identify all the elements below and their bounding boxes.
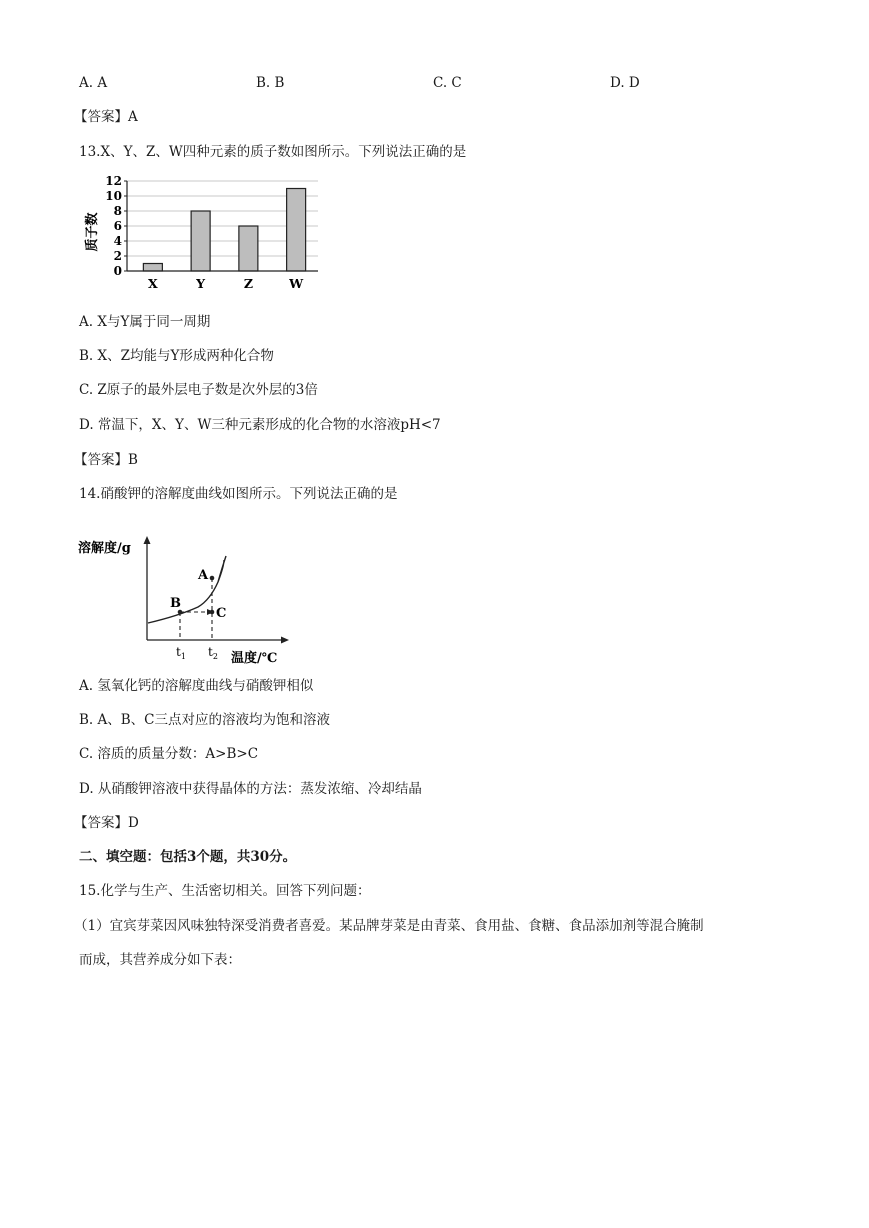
q13-stem: 13.X、Y、Z、W四种元素的质子数如图所示。下列说法正确的是 xyxy=(79,144,467,160)
chart-ylabel: 质子数 xyxy=(85,212,100,252)
bar-z xyxy=(239,226,258,271)
y-tick-label: 2 xyxy=(113,249,122,263)
tick-t2: $t_2$ xyxy=(208,645,218,661)
q15-stem: 15.化学与生产、生活密切相关。回答下列问题： xyxy=(79,883,371,899)
graph-xlabel: 温度/℃ xyxy=(231,651,278,666)
graph-ylabel: 溶解度/g xyxy=(78,541,131,556)
q14-option-d: D. 从硝酸钾溶液中获得晶体的方法：蒸发浓缩、冷却结晶 xyxy=(79,781,422,797)
section-heading: 二、填空题：包括3个题，共30分。 xyxy=(79,849,297,865)
q13-option-d: D. 常温下，X、Y、W三种元素形成的化合物的水溶液pH<7 xyxy=(79,417,441,433)
point-a-marker xyxy=(210,576,215,581)
q14-stem: 14.硝酸钾的溶解度曲线如图所示。下列说法正确的是 xyxy=(79,486,398,502)
q14-option-b: B. A、B、C三点对应的溶液均为饱和溶液 xyxy=(79,712,331,728)
q14-option-c: C. 溶质的质量分数：A>B>C xyxy=(79,746,259,762)
q15-sub1-line1: （1）宜宾芽菜因风味独特深受消费者喜爱。某品牌芽菜是由青菜、食用盐、食糖、食品添加剂等混合腌制 xyxy=(74,918,704,934)
q14-solubility-graph xyxy=(78,530,293,670)
y-tick-label: 0 xyxy=(113,264,122,278)
q12-option-d: D. D xyxy=(610,75,640,91)
q13-option-b: B. X、Z均能与Y形成两种化合物 xyxy=(79,348,274,364)
x-tick-label: Z xyxy=(243,276,253,291)
q13-bar-chart xyxy=(80,170,330,295)
q13-answer: 【答案】B xyxy=(74,452,138,468)
bar-y xyxy=(191,211,210,271)
x-tick-label: Y xyxy=(196,276,206,291)
x-tick-label: X xyxy=(148,276,158,291)
bar-x xyxy=(143,264,162,272)
q12-option-a: A. A xyxy=(79,75,108,91)
point-a-label: A xyxy=(198,568,209,583)
q14-answer: 【答案】D xyxy=(74,815,139,831)
y-tick-label: 12 xyxy=(105,174,122,188)
y-tick-label: 4 xyxy=(113,234,122,248)
q15-sub1-line2: 而成，其营养成分如下表： xyxy=(79,952,241,968)
q12-option-b: B. B xyxy=(256,75,285,91)
q13-option-a: A. X与Y属于同一周期 xyxy=(79,314,211,330)
bar-w xyxy=(287,189,306,272)
y-tick-label: 8 xyxy=(113,204,122,218)
q12-option-c: C. C xyxy=(433,75,462,91)
y-tick-label: 6 xyxy=(113,219,122,233)
tick-t1: $t_1$ xyxy=(176,645,186,661)
q14-option-a: A. 氢氧化钙的溶解度曲线与硝酸钾相似 xyxy=(79,678,314,694)
q12-answer: 【答案】A xyxy=(74,109,138,125)
point-b-label: B xyxy=(170,596,181,611)
point-c-label: C xyxy=(216,606,227,621)
solubility-curve xyxy=(148,556,226,623)
x-tick-label: W xyxy=(289,276,304,291)
y-tick-label: 10 xyxy=(105,189,122,203)
q13-option-c: C. Z原子的最外层电子数是次外层的3倍 xyxy=(79,382,318,398)
point-c-marker xyxy=(210,610,215,615)
